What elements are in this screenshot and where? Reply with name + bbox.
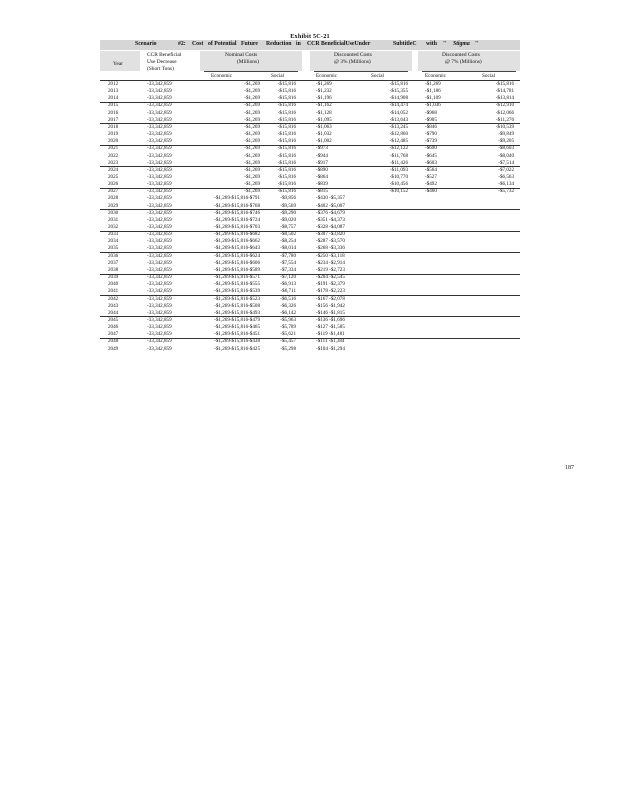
table-row xyxy=(0,303,618,310)
cell-ccr: -33,342,859 xyxy=(147,195,172,202)
cell-ccr: -33,342,859 xyxy=(147,295,172,302)
cell-ns: -$8,502 xyxy=(280,231,296,238)
cell-year: 2046 xyxy=(108,324,119,331)
cell-ns: -$9,020 xyxy=(280,216,296,223)
cell-ns: -$5,457 xyxy=(280,338,296,345)
cell-d7s: -$15,816 xyxy=(495,81,514,87)
cell-ccr: -33,342,859 xyxy=(147,202,172,209)
table-row xyxy=(0,188,618,195)
d3-header-line1: Discounted Costs xyxy=(334,52,372,58)
cell-d7s: -$7,514 xyxy=(498,159,514,166)
nominal-economic-header: Economic xyxy=(211,73,233,79)
cell-d7s: -$10,539 xyxy=(495,123,514,130)
cell-ne: -$1,269-$15,816-$451 xyxy=(214,331,260,338)
cell-ns: -$5,963 xyxy=(280,316,296,323)
cell-year: 2034 xyxy=(108,238,119,245)
title-reduction: Reduction xyxy=(266,41,292,47)
table-row xyxy=(0,124,618,131)
cell-ne: -$1,269-$15,816-$479 xyxy=(214,316,260,323)
cell-d3s: -$14,052 xyxy=(389,109,408,116)
table-row xyxy=(0,217,618,224)
cell-ns: -$6,913 xyxy=(280,281,296,288)
cell-ns: -$15,816 xyxy=(277,188,296,195)
cell-ccr: -33,342,859 xyxy=(147,209,172,216)
table-row xyxy=(0,153,618,160)
cell-year: 2030 xyxy=(108,209,119,216)
ccr-header-line1: CCR Beneficial xyxy=(147,52,182,58)
cell-ns: -$15,816 xyxy=(277,173,296,180)
nominal-social-header: Social xyxy=(271,73,284,79)
cell-year: 2036 xyxy=(108,252,119,259)
cell-ns: -$7,120 xyxy=(280,274,296,281)
cell-year: 2014 xyxy=(108,95,119,102)
cell-d3e: -$944 xyxy=(316,152,328,159)
cell-d3s: -$13,643 xyxy=(389,116,408,123)
cell-ne: -$1,269-$15,816-$768 xyxy=(214,202,260,209)
cell-ns: -$8,014 xyxy=(280,245,296,252)
cell-ccr: -33,342,859 xyxy=(147,259,172,266)
table-row xyxy=(0,167,618,174)
cell-d7s: -$6,563 xyxy=(498,173,514,180)
cell-ccr: -33,342,859 xyxy=(147,224,172,230)
cell-d7s: -$9,849 xyxy=(498,131,514,138)
cell-ns: -$5,298 xyxy=(280,345,296,352)
cell-d3e: -$234 -$2,914 xyxy=(316,259,345,266)
cell-d7s: -$14,781 xyxy=(495,88,514,95)
cell-d7s: -$5,732 xyxy=(498,188,514,195)
cell-year: 2038 xyxy=(108,266,119,273)
cell-ccr: -33,342,859 xyxy=(147,145,172,152)
cell-year: 2045 xyxy=(108,316,119,323)
cell-d7e: -$564 xyxy=(425,166,437,173)
cell-ccr: -33,342,859 xyxy=(147,288,172,295)
cell-ne: -$1,269-$15,816-$438 xyxy=(214,338,260,345)
table-row xyxy=(0,260,618,267)
cell-ccr: -33,342,859 xyxy=(147,95,172,102)
cell-d7s: -$8,603 xyxy=(498,145,514,152)
cell-ccr: -33,342,859 xyxy=(147,331,172,338)
cell-year: 2017 xyxy=(108,116,119,123)
cell-year: 2028 xyxy=(108,195,119,202)
cell-year: 2047 xyxy=(108,331,119,338)
cell-ns: -$6,326 xyxy=(280,302,296,309)
title-quote-open: " xyxy=(443,41,447,47)
nominal-header-line1: Nominal Costs xyxy=(225,52,258,58)
d7-header-rule xyxy=(422,71,516,72)
cell-ns: -$8,254 xyxy=(280,238,296,245)
cell-ne: -$1,269-$15,816-$791 xyxy=(214,195,260,202)
cell-d3s: -$12,485 xyxy=(389,138,408,145)
cell-ccr: -33,342,859 xyxy=(147,338,172,345)
table-row xyxy=(0,210,618,217)
cell-year: 2033 xyxy=(108,231,119,238)
cell-ccr: -33,342,859 xyxy=(147,131,172,138)
cell-d7e: -$1,109 xyxy=(425,95,441,102)
cell-ne: -$1,269-$15,816-$643 xyxy=(214,245,260,252)
cell-ns: -$15,816 xyxy=(277,152,296,159)
cell-d3e: -$307 -$3,820 xyxy=(316,231,345,238)
cell-year: 2019 xyxy=(108,131,119,138)
cell-d3e: -$1,063 xyxy=(316,123,332,130)
table-row xyxy=(0,102,618,109)
cell-ccr: -33,342,859 xyxy=(147,252,172,259)
cell-ne: -$1,269-$15,816-$724 xyxy=(214,216,260,223)
cell-year: 2043 xyxy=(108,302,119,309)
cell-year: 2021 xyxy=(108,145,119,152)
cell-d7e: -$739 xyxy=(425,138,437,145)
cell-ns: -$7,334 xyxy=(280,266,296,273)
cell-ccr: -33,342,859 xyxy=(147,152,172,159)
ccr-header-line2: Use Decrease xyxy=(147,59,177,65)
cell-year: 2032 xyxy=(108,224,119,230)
cell-ne: -$1,269-$15,816-$555 xyxy=(214,281,260,288)
cell-ccr: -33,342,859 xyxy=(147,138,172,145)
cell-ne: -$1,269 xyxy=(244,123,260,130)
cell-ne: -$1,269 xyxy=(244,131,260,138)
cell-ccr: -33,342,859 xyxy=(147,81,172,87)
cell-d3s: -$13,245 xyxy=(389,123,408,130)
cell-ccr: -33,342,859 xyxy=(147,231,172,238)
cell-ccr: -33,342,859 xyxy=(147,245,172,252)
cell-ns: -$15,816 xyxy=(277,145,296,152)
cell-year: 2039 xyxy=(108,274,119,281)
cell-ccr: -33,342,859 xyxy=(147,123,172,130)
d7-header-line2: @ 7% (Millions) xyxy=(445,59,482,65)
cell-d3e: -$864 xyxy=(316,173,328,180)
cell-d7e: -$690 xyxy=(425,145,437,152)
cell-d7e: -$460 xyxy=(425,188,437,195)
title-stigma: Stigma xyxy=(453,41,470,47)
cell-year: 2031 xyxy=(108,216,119,223)
cell-d7s: -$8,040 xyxy=(498,152,514,159)
cell-year: 2022 xyxy=(108,152,119,159)
cell-ne: -$1,269-$15,816-$624 xyxy=(214,252,260,259)
cell-d7s: -$12,066 xyxy=(495,109,514,116)
cell-year: 2049 xyxy=(108,345,119,352)
cell-d3e: -$1,269 xyxy=(316,81,332,87)
cell-year: 2025 xyxy=(108,173,119,180)
cell-d3e: -$890 xyxy=(316,166,328,173)
cell-d3e: -$917 xyxy=(316,159,328,166)
cell-ne: -$1,269 xyxy=(244,152,260,159)
cell-year: 2044 xyxy=(108,309,119,316)
cell-ccr: -33,342,859 xyxy=(147,109,172,116)
d3-economic-header: Economic xyxy=(316,73,338,79)
cell-d7e: -$645 xyxy=(425,152,437,159)
cell-year: 2016 xyxy=(108,109,119,116)
cell-ne: -$1,269 xyxy=(244,188,260,195)
title-ccr-beneficial: CCR BeneficialUseUnder xyxy=(307,41,371,47)
table-row xyxy=(0,81,618,88)
d7-economic-header: Economic xyxy=(425,73,447,79)
cell-d3e: -$178 -$2,223 xyxy=(316,288,345,295)
cell-d3e: -$1,162 xyxy=(316,102,332,109)
cell-d7e: -$846 xyxy=(425,123,437,130)
cell-d7e: -$1,269 xyxy=(425,81,441,87)
exhibit-label: Exhibit 5C-21 xyxy=(290,33,330,40)
cell-ns: -$15,816 xyxy=(277,95,296,102)
cell-d3e: -$1,032 xyxy=(316,131,332,138)
cell-d7e: -$603 xyxy=(425,159,437,166)
cell-ns: -$7,780 xyxy=(280,252,296,259)
d3-header-line2: @ 3% (Millions) xyxy=(334,59,371,65)
nominal-header-rule xyxy=(204,71,298,72)
cell-year: 2027 xyxy=(108,188,119,195)
title-with: with xyxy=(426,41,437,47)
cell-d3e: -$219 -$2,723 xyxy=(316,266,345,273)
cell-d7e: -$1,186 xyxy=(425,88,441,95)
cell-d3e: -$250 -$3,118 xyxy=(316,252,345,259)
cell-ne: -$1,269-$15,816-$508 xyxy=(214,302,260,309)
cell-year: 2048 xyxy=(108,338,119,345)
cell-d3s: -$10,770 xyxy=(389,173,408,180)
title-quote-close: " xyxy=(475,41,479,47)
table-row xyxy=(0,346,618,353)
cell-ccr: -33,342,859 xyxy=(147,324,172,331)
cell-year: 2020 xyxy=(108,138,119,145)
cell-ccr: -33,342,859 xyxy=(147,159,172,166)
cell-ns: -$7,554 xyxy=(280,259,296,266)
cell-ccr: -33,342,859 xyxy=(147,102,172,109)
cell-d3e: -$111 -$1,384 xyxy=(316,338,345,345)
table-row xyxy=(0,253,618,260)
table-row xyxy=(0,296,618,303)
table-row xyxy=(0,195,618,202)
table-row xyxy=(0,238,618,245)
cell-d3s: -$11,768 xyxy=(389,152,408,159)
cell-d3e: -$402 -$5,007 xyxy=(316,202,345,209)
cell-d3e: -$328 -$4,087 xyxy=(316,224,345,230)
cell-year: 2041 xyxy=(108,288,119,295)
cell-d7e: -$492 xyxy=(425,181,437,188)
cell-year: 2042 xyxy=(108,295,119,302)
table-row xyxy=(0,317,618,324)
cell-d7e: -$790 xyxy=(425,131,437,138)
title-scenario: Scenario xyxy=(135,41,157,47)
cell-year: 2023 xyxy=(108,159,119,166)
cell-year: 2035 xyxy=(108,245,119,252)
year-header: Year xyxy=(113,61,123,67)
cell-d3e: -$127 -$1,585 xyxy=(316,324,345,331)
d7-social-header: Social xyxy=(482,73,495,79)
cell-d3e: -$839 xyxy=(316,181,328,188)
cell-ccr: -33,342,859 xyxy=(147,281,172,288)
cell-ns: -$6,711 xyxy=(280,288,296,295)
table-row xyxy=(0,131,618,138)
title-num: #2: xyxy=(178,41,186,47)
cell-d3s: -$11,426 xyxy=(389,159,408,166)
cell-d3e: -$167 -$2,078 xyxy=(316,295,345,302)
cell-d3e: -$136 -$1,696 xyxy=(316,316,345,323)
cell-ne: -$1,269 xyxy=(244,173,260,180)
cell-ne: -$1,269-$15,816-$703 xyxy=(214,224,260,230)
cell-ns: -$15,816 xyxy=(277,109,296,116)
cell-ccr: -33,342,859 xyxy=(147,88,172,95)
cell-ccr: -33,342,859 xyxy=(147,266,172,273)
cell-ne: -$1,269 xyxy=(244,116,260,123)
cell-year: 2013 xyxy=(108,88,119,95)
cell-ne: -$1,269-$15,816-$662 xyxy=(214,238,260,245)
cell-d7e: -$968 xyxy=(425,109,437,116)
page-number: 187 xyxy=(565,465,574,471)
cell-ns: -$8,757 xyxy=(280,224,296,230)
cell-d3s: -$12,860 xyxy=(389,131,408,138)
cell-ccr: -33,342,859 xyxy=(147,116,172,123)
cell-ccr: -33,342,859 xyxy=(147,302,172,309)
cell-ns: -$6,142 xyxy=(280,309,296,316)
cell-ns: -$15,816 xyxy=(277,138,296,145)
cell-ns: -$5,789 xyxy=(280,324,296,331)
cell-ns: -$15,816 xyxy=(277,166,296,173)
cell-ccr: -33,342,859 xyxy=(147,188,172,195)
cell-ne: -$1,269 xyxy=(244,166,260,173)
cell-d3s: -$10,152 xyxy=(389,188,408,195)
cell-ne: -$1,269 xyxy=(244,88,260,95)
cell-year: 2026 xyxy=(108,181,119,188)
cell-ne: -$1,269-$15,816-$682 xyxy=(214,231,260,238)
cell-d3e: -$268 -$3,336 xyxy=(316,245,345,252)
cell-ne: -$1,269 xyxy=(244,138,260,145)
cell-ns: -$5,621 xyxy=(280,331,296,338)
cell-d3e: -$973 xyxy=(316,145,328,152)
cell-ne: -$1,269-$15,816-$539 xyxy=(214,288,260,295)
cell-d3e: -$287 -$3,570 xyxy=(316,238,345,245)
cell-ne: -$1,269-$15,816-$465 xyxy=(214,324,260,331)
cell-d7e: -$527 xyxy=(425,173,437,180)
cell-ne: -$1,269-$15,816-$493 xyxy=(214,309,260,316)
cell-ne: -$1,269-$15,816-$425 xyxy=(214,345,260,352)
title-cost: Cost xyxy=(192,41,204,47)
cell-d3e: -$191 -$2,379 xyxy=(316,281,345,288)
d3-header-rule xyxy=(314,71,408,72)
cell-d7s: -$11,276 xyxy=(495,116,514,123)
cell-ne: -$1,269-$15,816-$589 xyxy=(214,266,260,273)
cell-ccr: -33,342,859 xyxy=(147,216,172,223)
cell-d3s: -$14,908 xyxy=(389,95,408,102)
cell-ns: -$15,816 xyxy=(277,159,296,166)
title-subtitle-c: SubtitleC xyxy=(393,41,417,47)
cell-d3e: -$1,196 xyxy=(316,95,332,102)
cell-ne: -$1,269 xyxy=(244,81,260,87)
cell-d7s: -$7,022 xyxy=(498,166,514,173)
cell-ns: -$15,816 xyxy=(277,181,296,188)
cell-ns: -$9,569 xyxy=(280,202,296,209)
cell-ccr: -33,342,859 xyxy=(147,345,172,352)
cell-year: 2037 xyxy=(108,259,119,266)
cell-ccr: -33,342,859 xyxy=(147,173,172,180)
cell-d3e: -$351 -$4,373 xyxy=(316,216,345,223)
cell-ccr: -33,342,859 xyxy=(147,309,172,316)
cell-ns: -$9,290 xyxy=(280,209,296,216)
cell-ccr: -33,342,859 xyxy=(147,166,172,173)
cell-ne: -$1,269 xyxy=(244,159,260,166)
cell-d3e: -$430 -$5,357 xyxy=(316,195,345,202)
cell-ne: -$1,269-$15,816-$571 xyxy=(214,274,260,281)
cell-d7s: -$13,814 xyxy=(495,95,514,102)
cell-ccr: -33,342,859 xyxy=(147,238,172,245)
table-row xyxy=(0,110,618,117)
cell-d3e: -$1,095 xyxy=(316,116,332,123)
cell-d3e: -$376 -$4,679 xyxy=(316,209,345,216)
table-row xyxy=(0,274,618,281)
cell-d3s: -$15,355 xyxy=(389,88,408,95)
cell-d3e: -$156 -$1,942 xyxy=(316,302,345,309)
table-row xyxy=(0,145,618,152)
cell-ns: -$15,816 xyxy=(277,88,296,95)
cell-d7s: -$12,910 xyxy=(495,102,514,109)
cell-d7s: -$9,205 xyxy=(498,138,514,145)
cell-ns: -$15,816 xyxy=(277,116,296,123)
table-row xyxy=(0,281,618,288)
cell-d3e: -$1,232 xyxy=(316,88,332,95)
d7-header-line1: Discounted Costs xyxy=(442,52,480,58)
cell-d3e: -$119 -$1,481 xyxy=(316,331,345,338)
cell-year: 2024 xyxy=(108,166,119,173)
cell-year: 2012 xyxy=(108,81,119,87)
cell-d3s: -$10,456 xyxy=(389,181,408,188)
cell-ns: -$15,816 xyxy=(277,81,296,87)
cell-d3e: -$204 -$2,545 xyxy=(316,274,345,281)
cell-ccr: -33,342,859 xyxy=(147,274,172,281)
cell-ne: -$1,269-$15,816-$606 xyxy=(214,259,260,266)
cell-year: 2018 xyxy=(108,123,119,130)
cell-d3e: -$146 -$1,815 xyxy=(316,309,345,316)
cell-ne: -$1,269 xyxy=(244,145,260,152)
title-future: Future xyxy=(241,41,258,47)
cell-ns: -$9,856 xyxy=(280,195,296,202)
nominal-header-line2: (Millions) xyxy=(237,59,259,65)
cell-year: 2029 xyxy=(108,202,119,209)
cell-ne: -$1,269-$15,816-$746 xyxy=(214,209,260,216)
d3-social-header: Social xyxy=(371,73,384,79)
cell-d3e: -$104 -$1,294 xyxy=(316,345,345,352)
cell-year: 2015 xyxy=(108,102,119,109)
cell-ne: -$1,269 xyxy=(244,95,260,102)
table-row xyxy=(0,338,618,345)
cell-ns: -$6,516 xyxy=(280,295,296,302)
cell-ne: -$1,269 xyxy=(244,102,260,109)
cell-ns: -$15,816 xyxy=(277,102,296,109)
table-row xyxy=(0,88,618,95)
cell-d3e: -$1,002 xyxy=(316,138,332,145)
cell-ccr: -33,342,859 xyxy=(147,316,172,323)
ccr-header-line3: (Short Tons) xyxy=(147,66,174,72)
table-row xyxy=(0,231,618,238)
table-row xyxy=(0,174,618,181)
cell-ns: -$15,816 xyxy=(277,131,296,138)
cell-d3s: -$15,816 xyxy=(389,81,408,87)
cell-d7e: -$905 xyxy=(425,116,437,123)
cell-ns: -$15,816 xyxy=(277,123,296,130)
title-of-potential: of Potential xyxy=(208,41,237,47)
cell-ne: -$1,269 xyxy=(244,181,260,188)
cell-ne: -$1,269-$15,816-$523 xyxy=(214,295,260,302)
cell-d7e: -$1,036 xyxy=(425,102,441,109)
cell-ccr: -33,342,859 xyxy=(147,181,172,188)
title-in: in xyxy=(296,41,301,47)
cell-d3s: -$12,122 xyxy=(389,145,408,152)
cell-d3s: -$14,474 xyxy=(389,102,408,109)
cell-year: 2040 xyxy=(108,281,119,288)
cell-d3e: -$815 xyxy=(316,188,328,195)
cell-ne: -$1,269 xyxy=(244,109,260,116)
cell-d3s: -$11,093 xyxy=(389,166,408,173)
table-row xyxy=(0,324,618,331)
cell-d7s: -$6,134 xyxy=(498,181,514,188)
cell-d3e: -$1,128 xyxy=(316,109,332,116)
